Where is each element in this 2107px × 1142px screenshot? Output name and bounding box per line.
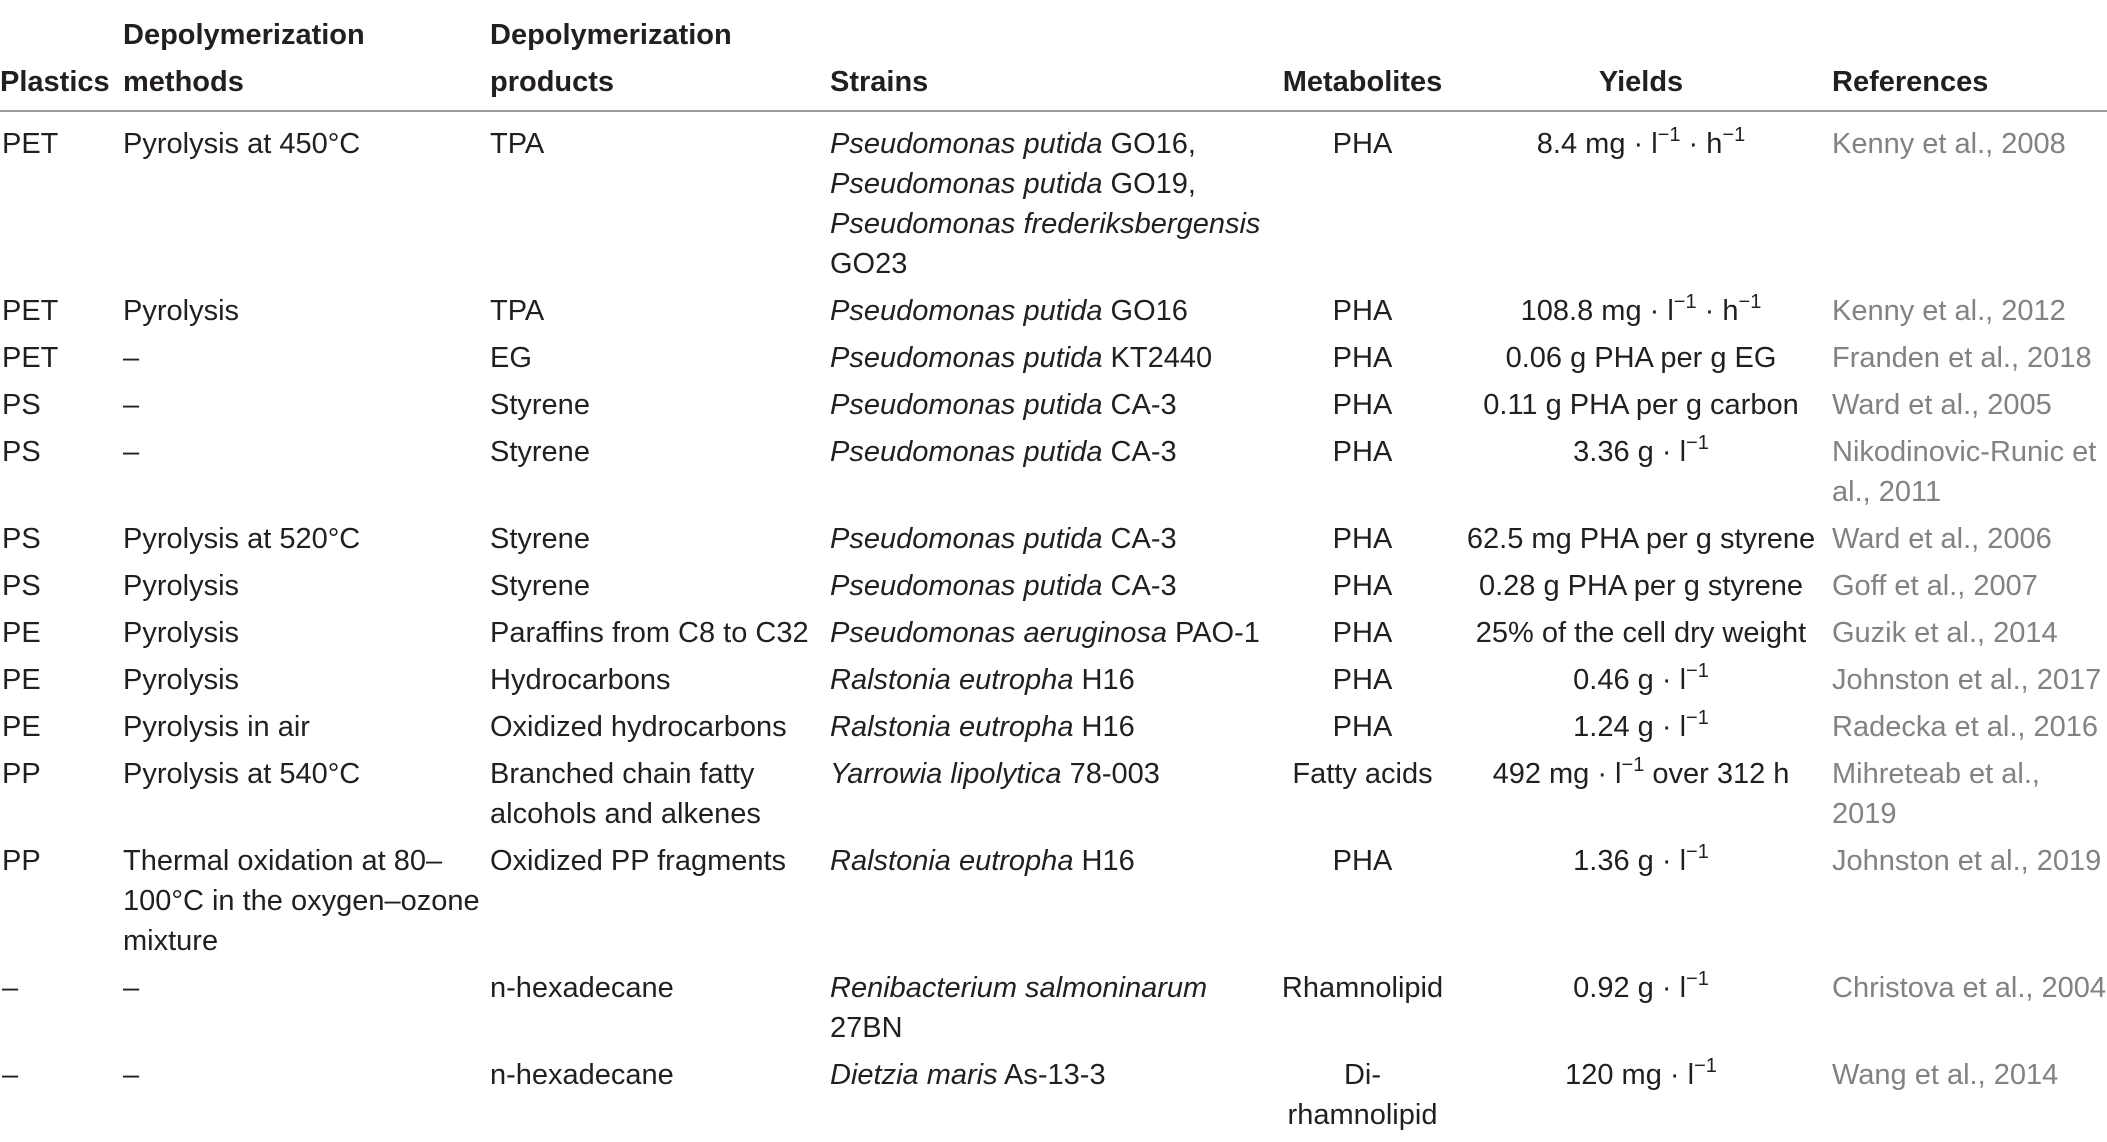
cell-method <box>123 432 490 519</box>
cell-method <box>123 385 490 432</box>
cell-product <box>490 841 830 968</box>
yield-continued: over 312 h <box>1644 758 1790 790</box>
reference-value: Mihreteab et al., 2019 <box>1832 758 2040 830</box>
strain-code: As-13-3 <box>997 1059 1106 1091</box>
cell-plastics <box>0 754 123 841</box>
table-row <box>0 660 2107 707</box>
metabolite-value: PHA <box>1332 436 1393 468</box>
cell-strain <box>830 385 1275 432</box>
cell-plastics <box>0 385 123 432</box>
cell-reference <box>1832 660 2107 707</box>
strain-code: PAO-1 <box>1166 617 1260 649</box>
table-row <box>0 338 2107 385</box>
yield-value: 0.11 g PHA per g carbon <box>1483 389 1799 421</box>
strain-code: CA-3 <box>1102 570 1177 602</box>
strain-line <box>830 519 1275 559</box>
strain-species: Pseudomonas aeruginosa <box>830 617 1167 649</box>
yield-exponent: −1 <box>1686 968 1709 990</box>
strain-species: Pseudomonas putida <box>830 128 1103 160</box>
strain-species: Pseudomonas putida <box>830 389 1103 421</box>
reference-value: Radecka et al., 2016 <box>1832 711 2099 743</box>
strain-species: Pseudomonas putida <box>830 295 1103 327</box>
cell-product <box>490 1055 830 1142</box>
strain-code: KT2440 <box>1102 342 1213 374</box>
strain-line <box>830 754 1275 794</box>
plastics-value: PET <box>2 128 59 160</box>
cell-plastics <box>0 841 123 968</box>
cell-reference <box>1832 338 2107 385</box>
strain-species: Yarrowia lipolytica <box>830 758 1062 790</box>
header-methods <box>123 6 490 111</box>
yield-exponent: −1 <box>1673 291 1697 313</box>
cell-strain <box>830 291 1275 338</box>
strain-code: GO16 <box>1102 295 1188 327</box>
cell-method <box>123 660 490 707</box>
header-references <box>1832 6 2107 111</box>
cell-metabolite <box>1275 432 1450 519</box>
method-value: – <box>123 389 140 421</box>
strain-line <box>830 385 1275 425</box>
cell-yield <box>1450 1055 1832 1142</box>
yield-continued: · h <box>1680 128 1723 160</box>
cell-yield <box>1450 566 1832 613</box>
cell-reference <box>1832 291 2107 338</box>
strain-line <box>830 432 1275 472</box>
cell-yield <box>1450 754 1832 841</box>
metabolite-value: Di-rhamnolipid <box>1287 1059 1438 1131</box>
strain-line <box>830 291 1275 331</box>
cell-strain <box>830 841 1275 968</box>
plastics-value: PP <box>2 758 41 790</box>
cell-plastics <box>0 1055 123 1142</box>
product-value: Styrene <box>490 570 590 602</box>
yield-value: 492 mg · l <box>1492 758 1622 790</box>
cell-strain <box>830 613 1275 660</box>
strain-line <box>830 566 1275 606</box>
header-products-line2: products <box>490 66 615 98</box>
yield-value: 0.92 g · l <box>1573 972 1687 1004</box>
reference-value: Guzik et al., 2014 <box>1832 617 2058 649</box>
cell-yield <box>1450 707 1832 754</box>
plastics-value: PET <box>2 342 59 374</box>
table-row <box>0 841 2107 968</box>
cell-reference <box>1832 385 2107 432</box>
cell-metabolite <box>1275 707 1450 754</box>
method-value: – <box>123 1059 140 1091</box>
cell-yield <box>1450 613 1832 660</box>
yield-value: 62.5 mg PHA per g styrene <box>1466 523 1816 555</box>
table-row <box>0 707 2107 754</box>
cell-reference <box>1832 566 2107 613</box>
cell-method <box>123 1055 490 1142</box>
product-value: Styrene <box>490 389 590 421</box>
yield-value: 1.36 g · l <box>1573 845 1687 877</box>
method-value: Pyrolysis in air <box>123 711 310 743</box>
metabolite-value: PHA <box>1332 845 1393 877</box>
method-value: – <box>123 436 140 468</box>
cell-metabolite <box>1275 968 1450 1055</box>
cell-yield <box>1450 841 1832 968</box>
plastics-value: – <box>2 1059 19 1091</box>
cell-plastics <box>0 432 123 519</box>
yield-value: 0.46 g · l <box>1573 664 1687 696</box>
table-row <box>0 519 2107 566</box>
cell-product <box>490 519 830 566</box>
product-value: Paraffins from C8 to C32 <box>490 617 809 649</box>
cell-plastics <box>0 566 123 613</box>
cell-reference <box>1832 111 2107 291</box>
cell-metabolite <box>1275 291 1450 338</box>
cell-method <box>123 291 490 338</box>
cell-method <box>123 519 490 566</box>
strain-code: CA-3 <box>1102 389 1177 421</box>
metabolite-value: PHA <box>1332 617 1393 649</box>
header-metabolites <box>1275 6 1450 111</box>
strain-line <box>830 968 1275 1008</box>
header-plastics-label: Plastics <box>0 66 110 98</box>
cell-plastics <box>0 338 123 385</box>
reference-value: Nikodinovic-Runic et al., 2011 <box>1832 436 2097 508</box>
table-header <box>0 6 2107 111</box>
strain-species: Pseudomonas putida <box>830 436 1103 468</box>
strain-code: GO23 <box>830 248 908 280</box>
cell-method <box>123 968 490 1055</box>
metabolite-value: PHA <box>1332 128 1393 160</box>
cell-product <box>490 432 830 519</box>
header-products <box>490 6 830 111</box>
cell-metabolite <box>1275 841 1450 968</box>
cell-metabolite <box>1275 111 1450 291</box>
cell-product <box>490 660 830 707</box>
table-row <box>0 613 2107 660</box>
method-value: Pyrolysis at 450°C <box>123 128 361 160</box>
plastics-value: PP <box>2 845 41 877</box>
table-row <box>0 111 2107 291</box>
cell-metabolite <box>1275 519 1450 566</box>
cell-method <box>123 566 490 613</box>
cell-product <box>490 111 830 291</box>
strain-code: CA-3 <box>1102 436 1177 468</box>
table-row <box>0 385 2107 432</box>
table-row <box>0 754 2107 841</box>
yield-exponent: −1 <box>1686 660 1709 682</box>
header-methods-line1: Depolymerization <box>123 19 365 51</box>
strain-species: Ralstonia eutropha <box>830 845 1074 877</box>
cell-yield <box>1450 111 1832 291</box>
plastics-value: – <box>2 972 19 1004</box>
strain-species: Pseudomonas putida <box>830 342 1103 374</box>
cell-yield <box>1450 432 1832 519</box>
product-value: TPA <box>490 128 545 160</box>
cell-plastics <box>0 519 123 566</box>
cell-yield <box>1450 968 1832 1055</box>
cell-reference <box>1832 1055 2107 1142</box>
cell-yield <box>1450 385 1832 432</box>
strain-line <box>830 707 1275 747</box>
product-value: Styrene <box>490 523 590 555</box>
metabolite-value: PHA <box>1332 342 1393 374</box>
cell-product <box>490 566 830 613</box>
header-yields <box>1450 6 1832 111</box>
header-methods-line2: methods <box>123 66 244 98</box>
strain-code: GO19, <box>1102 168 1196 200</box>
plastics-value: PE <box>2 711 41 743</box>
reference-value: Franden et al., 2018 <box>1832 342 2092 374</box>
strain-line <box>830 204 1275 244</box>
yield-value: 108.8 mg · l <box>1520 295 1674 327</box>
method-value: Pyrolysis at 520°C <box>123 523 361 555</box>
table-row <box>0 968 2107 1055</box>
method-value: Thermal oxidation at 80–100°C in the oxygen–ozone mixture <box>123 845 480 957</box>
method-value: Pyrolysis at 540°C <box>123 758 361 790</box>
method-value: – <box>123 342 140 374</box>
yield-exponent: −1 <box>1686 707 1709 729</box>
strain-line <box>830 613 1275 653</box>
cell-metabolite <box>1275 613 1450 660</box>
yield-value: 25% of the cell dry weight <box>1475 617 1807 649</box>
cell-plastics <box>0 613 123 660</box>
cell-yield <box>1450 291 1832 338</box>
plastics-value: PE <box>2 664 41 696</box>
reference-value: Christova et al., 2004 <box>1832 972 2107 1004</box>
cell-product <box>490 291 830 338</box>
metabolite-value: PHA <box>1332 664 1393 696</box>
cell-strain <box>830 754 1275 841</box>
cell-yield <box>1450 338 1832 385</box>
header-strains-label: Strains <box>830 66 929 98</box>
cell-reference <box>1832 968 2107 1055</box>
yield-value: 1.24 g · l <box>1573 711 1687 743</box>
strain-line <box>830 244 1275 284</box>
metabolite-value: PHA <box>1332 523 1393 555</box>
plastics-value: PS <box>2 389 41 421</box>
cell-strain <box>830 519 1275 566</box>
table-row <box>0 566 2107 613</box>
strain-code: GO16, <box>1102 128 1196 160</box>
cell-method <box>123 754 490 841</box>
strain-code: 78-003 <box>1061 758 1160 790</box>
cell-strain <box>830 968 1275 1055</box>
product-value: Oxidized hydrocarbons <box>490 711 787 743</box>
plastics-value: PS <box>2 570 41 602</box>
product-value: EG <box>490 342 532 374</box>
strain-species: Ralstonia eutropha <box>830 711 1074 743</box>
strain-species: Renibacterium salmoninarum <box>830 972 1208 1004</box>
yield-value: 0.28 g PHA per g styrene <box>1478 570 1804 602</box>
cell-product <box>490 338 830 385</box>
cell-metabolite <box>1275 566 1450 613</box>
plastics-value: PET <box>2 295 59 327</box>
reference-value: Ward et al., 2005 <box>1832 389 2052 421</box>
product-value: Styrene <box>490 436 590 468</box>
cell-metabolite <box>1275 754 1450 841</box>
product-value: Hydrocarbons <box>490 664 671 696</box>
header-yields-label: Yields <box>1598 66 1684 98</box>
cell-product <box>490 385 830 432</box>
metabolite-value: PHA <box>1332 389 1393 421</box>
cell-strain <box>830 1055 1275 1142</box>
reference-value: Ward et al., 2006 <box>1832 523 2052 555</box>
strain-code: H16 <box>1073 664 1135 696</box>
strain-line <box>830 1055 1275 1095</box>
yield-value: 3.36 g · l <box>1573 436 1687 468</box>
metabolite-value: Rhamnolipid <box>1281 972 1444 1004</box>
yield-exponent: −1 <box>1722 124 1746 146</box>
yield-exponent: −1 <box>1738 291 1762 313</box>
header-references-label: References <box>1832 66 1989 98</box>
cell-plastics <box>0 660 123 707</box>
plastics-upcycling-table <box>0 6 2107 1142</box>
method-value: Pyrolysis <box>123 617 240 649</box>
cell-plastics <box>0 111 123 291</box>
cell-metabolite <box>1275 1055 1450 1142</box>
yield-value: 120 mg · l <box>1565 1059 1695 1091</box>
header-row <box>0 6 2107 111</box>
strain-species: Pseudomonas putida <box>830 570 1103 602</box>
reference-value: Goff et al., 2007 <box>1832 570 2038 602</box>
cell-metabolite <box>1275 660 1450 707</box>
plastics-value: PS <box>2 436 41 468</box>
cell-reference <box>1832 519 2107 566</box>
table-row <box>0 291 2107 338</box>
yield-exponent: −1 <box>1686 841 1709 863</box>
cell-strain <box>830 338 1275 385</box>
cell-method <box>123 111 490 291</box>
strain-code: H16 <box>1073 845 1135 877</box>
product-value: n-hexadecane <box>490 972 674 1004</box>
cell-strain <box>830 111 1275 291</box>
strain-line <box>830 660 1275 700</box>
strain-code: 27BN <box>830 1012 903 1044</box>
cell-product <box>490 968 830 1055</box>
cell-reference <box>1832 754 2107 841</box>
strain-species: Ralstonia eutropha <box>830 664 1074 696</box>
strain-line <box>830 841 1275 881</box>
strain-line <box>830 124 1275 164</box>
yield-exponent: −1 <box>1686 432 1709 454</box>
header-plastics <box>0 6 123 111</box>
header-strains <box>830 6 1275 111</box>
cell-reference <box>1832 613 2107 660</box>
reference-value: Kenny et al., 2012 <box>1832 295 2066 327</box>
cell-metabolite <box>1275 385 1450 432</box>
table-row <box>0 1055 2107 1142</box>
metabolite-value: PHA <box>1332 570 1393 602</box>
cell-reference <box>1832 707 2107 754</box>
table-container <box>0 6 2107 1131</box>
method-value: Pyrolysis <box>123 570 240 602</box>
yield-exponent: −1 <box>1694 1055 1717 1077</box>
strain-line <box>830 164 1275 204</box>
cell-yield <box>1450 660 1832 707</box>
cell-strain <box>830 432 1275 519</box>
yield-value: 8.4 mg · l <box>1536 128 1658 160</box>
cell-yield <box>1450 519 1832 566</box>
strain-line <box>830 1008 1275 1048</box>
strain-code: CA-3 <box>1102 523 1177 555</box>
method-value: Pyrolysis <box>123 664 240 696</box>
table-row <box>0 432 2107 519</box>
reference-value: Johnston et al., 2019 <box>1832 845 2102 877</box>
metabolite-value: PHA <box>1332 295 1393 327</box>
cell-strain <box>830 707 1275 754</box>
yield-exponent: −1 <box>1657 124 1681 146</box>
cell-method <box>123 841 490 968</box>
yield-exponent: −1 <box>1621 754 1645 776</box>
metabolite-value: PHA <box>1332 711 1393 743</box>
product-value: Oxidized PP fragments <box>490 845 787 877</box>
cell-product <box>490 754 830 841</box>
plastics-value: PE <box>2 617 41 649</box>
cell-metabolite <box>1275 338 1450 385</box>
cell-plastics <box>0 968 123 1055</box>
metabolite-value: Fatty acids <box>1292 758 1433 790</box>
cell-strain <box>830 660 1275 707</box>
cell-method <box>123 613 490 660</box>
method-value: Pyrolysis <box>123 295 240 327</box>
strain-species: Pseudomonas putida <box>830 168 1103 200</box>
cell-plastics <box>0 707 123 754</box>
yield-value: 0.06 g PHA per g EG <box>1505 342 1777 374</box>
strain-species: Dietzia maris <box>830 1059 998 1091</box>
cell-reference <box>1832 432 2107 519</box>
method-value: – <box>123 972 140 1004</box>
table-body <box>0 111 2107 1142</box>
cell-plastics <box>0 291 123 338</box>
product-value: Branched chain fatty alcohols and alkenes <box>490 758 761 830</box>
header-products-line1: Depolymerization <box>490 19 732 51</box>
reference-value: Kenny et al., 2008 <box>1832 128 2066 160</box>
product-value: n-hexadecane <box>490 1059 674 1091</box>
cell-strain <box>830 566 1275 613</box>
reference-value: Wang et al., 2014 <box>1832 1059 2059 1091</box>
cell-reference <box>1832 841 2107 968</box>
strain-line <box>830 338 1275 378</box>
cell-method <box>123 707 490 754</box>
cell-product <box>490 707 830 754</box>
plastics-value: PS <box>2 523 41 555</box>
strain-species: Pseudomonas putida <box>830 523 1103 555</box>
header-metabolites-label: Metabolites <box>1282 66 1443 98</box>
yield-continued: · h <box>1696 295 1739 327</box>
cell-method <box>123 338 490 385</box>
reference-value: Johnston et al., 2017 <box>1832 664 2102 696</box>
strain-species: Pseudomonas frederiksbergensis <box>830 208 1261 240</box>
cell-product <box>490 613 830 660</box>
product-value: TPA <box>490 295 545 327</box>
strain-code: H16 <box>1073 711 1135 743</box>
